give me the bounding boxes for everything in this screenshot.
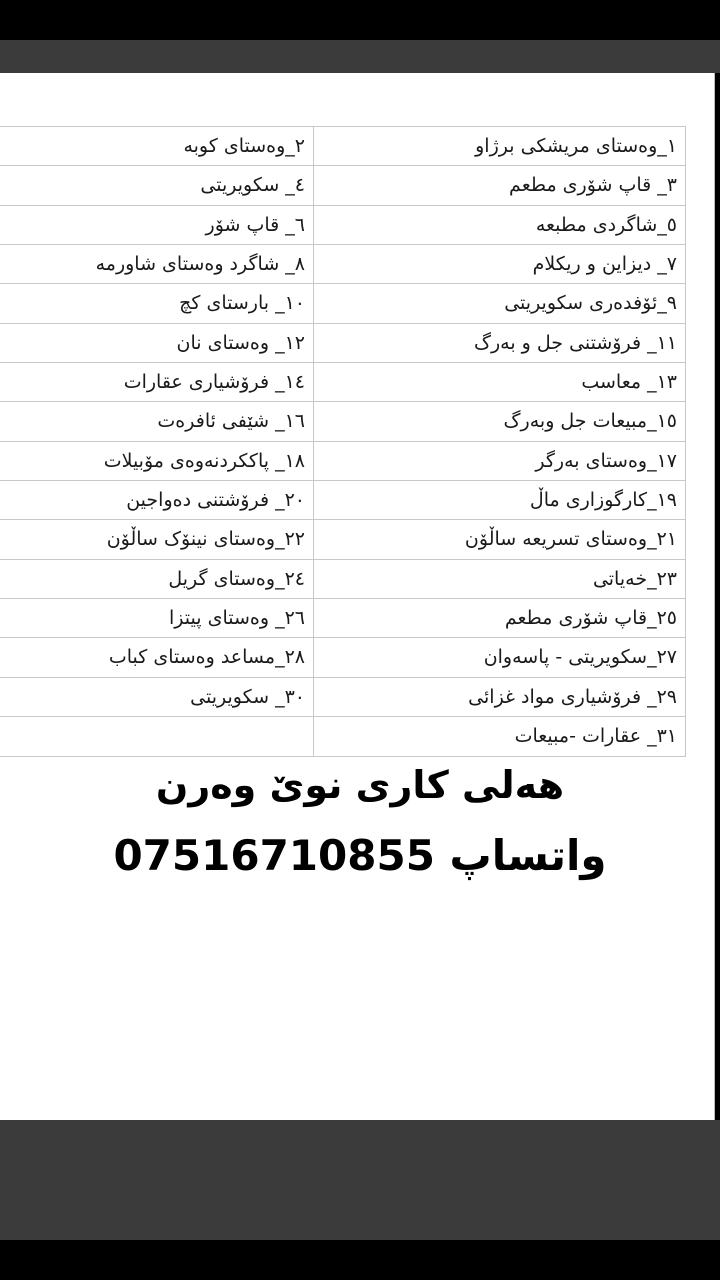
- job-cell-right: ٣_ قاپ شۆری مطعم: [313, 166, 686, 204]
- job-cell-left: ١٠_ بارستای کچ: [179, 292, 305, 315]
- job-cell-left: ٢٦_ وەستای پیتزا: [169, 607, 305, 630]
- job-cell-left: ٢٢_وەستای نینۆک ساڵۆن: [106, 528, 305, 551]
- jobs-table: [0, 126, 686, 757]
- document-page: [0, 73, 715, 1120]
- contact-number: 07516710855: [113, 831, 435, 880]
- job-cell-left: ١٨_ پاککردنەوەی مۆبیلات: [103, 449, 305, 472]
- job-cell-left: ٨_ شاگرد وەستای شاورمە: [95, 253, 305, 276]
- job-cell-left: [0, 717, 313, 755]
- job-cell-right: ١٧_وەستای بەرگر: [313, 442, 686, 480]
- job-cell-left: ٦_ قاپ شۆر: [205, 213, 305, 236]
- job-cell-right: ١٩_کارگوزاری ماڵ: [313, 481, 686, 519]
- job-cell-left: ٢_وەستای کوبە: [183, 135, 305, 157]
- viewer-bottom-strip: [0, 1120, 720, 1240]
- job-cell-left: ٢٠_ فرۆشتنی دەواجین: [126, 489, 305, 512]
- table-row: [0, 324, 686, 363]
- job-cell-right: ٢٩_ فرۆشیاری مواد غزائی: [313, 678, 686, 716]
- table-row: [0, 678, 686, 717]
- bottom-black-bar: [0, 1240, 720, 1280]
- job-cell-left: ١٢_ وەستای نان: [176, 331, 305, 354]
- table-row: [0, 520, 686, 559]
- job-cell-right: ٢٣_خەیاتی: [313, 560, 686, 598]
- table-row: [0, 166, 686, 205]
- job-cell-left: ١٤_ فرۆشیاری عقارات: [123, 371, 305, 394]
- job-cell-left: ٤_ سکویریتی: [200, 174, 305, 197]
- table-row: [0, 206, 686, 245]
- table-row: [0, 127, 686, 166]
- table-row: [0, 363, 686, 402]
- table-row: [0, 638, 686, 677]
- job-cell-right: ١٥_مبیعات جل وبەرگ: [313, 402, 686, 440]
- job-cell-left: ٢٨_مساعد وەستای کباب: [108, 646, 305, 669]
- table-row: [0, 402, 686, 441]
- viewer-toolbar-strip: [0, 40, 720, 73]
- contact-label: واتساپ: [449, 831, 607, 880]
- job-cell-right: ١١_ فرۆشتنی جل و بەرگ: [313, 324, 686, 362]
- job-cell-left: ٢٤_وەستای گریل: [168, 567, 305, 590]
- table-row: [0, 717, 686, 756]
- table-row: [0, 481, 686, 520]
- job-cell-right: ٥_شاگردی مطبعە: [313, 206, 686, 244]
- job-cell-right: ٢٧_سکویریتی - پاسەوان: [313, 638, 686, 676]
- job-cell-left: ١٦_ شێفی ئافرەت: [157, 410, 305, 433]
- job-cell-right: ٣١_ عقارات -مبیعات: [313, 717, 686, 755]
- job-cell-right: ١_وەستای مریشکی برژاو: [313, 127, 686, 165]
- job-cell-right: ١٣_ معاسب: [313, 363, 686, 401]
- table-row: [0, 442, 686, 481]
- table-row: [0, 284, 686, 323]
- job-cell-right: ٢٥_قاپ شۆری مطعم: [313, 599, 686, 637]
- job-cell-right: ٢١_وەستای تسریعە ساڵۆن: [313, 520, 686, 558]
- contact-line: [0, 831, 715, 880]
- headline: هەلی کاری نوێ وەرن: [155, 763, 565, 807]
- job-cell-left: ٣٠_ سکویریتی: [190, 685, 305, 708]
- job-cell-right: ٩_ئۆفدەری سکویریتی: [313, 284, 686, 322]
- job-cell-right: ٧_ دیزاین و ریکلام: [313, 245, 686, 283]
- table-row: [0, 599, 686, 638]
- top-black-bar: [0, 0, 720, 40]
- table-row: [0, 245, 686, 284]
- table-row: [0, 560, 686, 599]
